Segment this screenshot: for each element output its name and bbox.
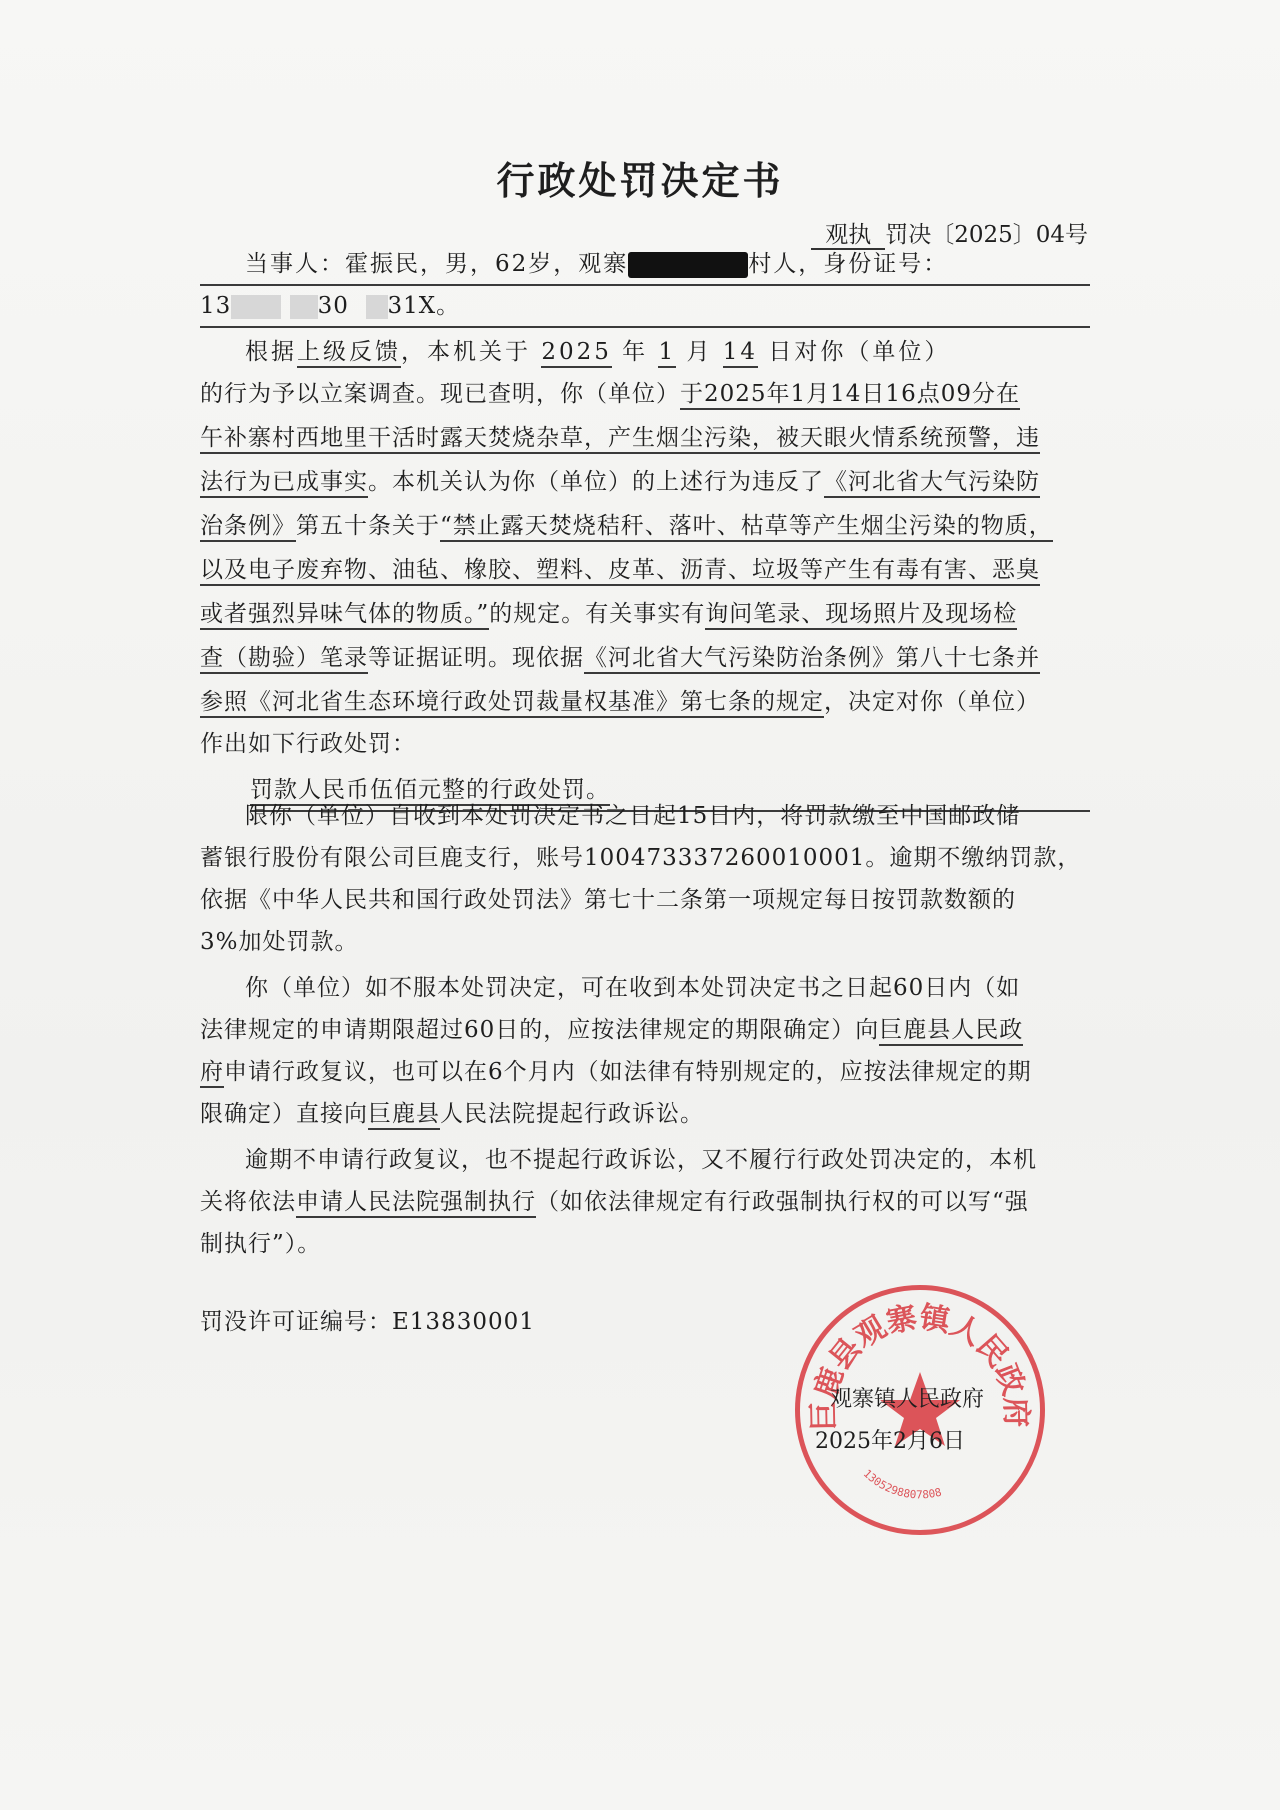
party-info: 霍振民，男，62岁，观寨 (345, 251, 629, 277)
para3-line3 (200, 1052, 1090, 1092)
para1-line1 (245, 332, 1090, 372)
signature-date: 2025年2月6日 (815, 1429, 965, 1454)
seal-code: 1305298807808 (860, 1467, 943, 1502)
text: 你（单位）如不服本处罚决定，可在收到本处罚决定书之日起60日内（如 (245, 975, 1021, 1001)
para3-line2 (200, 1010, 1090, 1050)
text: 逾期不申请行政复议，也不提起行政诉讼，又不履行行政处罚决定的，本机 (245, 1147, 1037, 1173)
review-authority: 巨鹿县人民政 (879, 1017, 1023, 1046)
id-number-line (200, 286, 1090, 326)
license-number: 罚没许可证编号：E13830001 (200, 1309, 535, 1335)
incident-description: 午补寨村西地里干活时露天焚烧杂草，产生烟尘污染，被天眼火情系统预警，违 (200, 425, 1040, 454)
fact-established: 法行为已成事实 (200, 469, 368, 498)
id-end: 31X。 (387, 293, 461, 319)
text: ，本机关于 (401, 339, 531, 365)
text: 申请行政复议，也可以在6个月内（如法律有特别规定的，应按法律规定的期 (224, 1059, 1032, 1085)
law-clause: “禁止露天焚烧秸秆、落叶、枯草等产生烟尘污染的物质， (440, 513, 1053, 542)
enforcement-method: 申请人民法院强制执行 (296, 1189, 536, 1218)
id-start: 13 (200, 293, 232, 319)
evidence: 查（勘验）笔录 (200, 645, 368, 674)
para1-line3 (200, 418, 1090, 458)
signature-org: 观寨镇人民政府 (830, 1387, 985, 1412)
law-basis: 《河北省大气污染防治条例》第八十七条并 (584, 645, 1040, 674)
party-label: 当事人： (245, 251, 345, 277)
text: 月 (686, 339, 713, 365)
text: 3%加处罚款。 (200, 929, 359, 955)
text: ，决定对你（单位） (824, 689, 1040, 715)
year: 2025 (541, 339, 612, 368)
para2-line4 (200, 922, 1090, 962)
text: 等证据证明。现依据 (368, 645, 584, 671)
redacted-id-2 (290, 295, 318, 319)
text: 限确定）直接向 (200, 1101, 368, 1127)
party-suffix: 村人，身份证号： (748, 251, 949, 277)
id-mid: 30 (317, 293, 349, 319)
text: 人民法院提起行政诉讼。 (440, 1101, 704, 1127)
para1-line4 (200, 462, 1090, 502)
para1-line6 (200, 550, 1090, 590)
law-clause: 或者强烈异味气体的物质。” (200, 601, 489, 630)
text: 第五十条关于 (296, 513, 440, 539)
law-name: 《河北省大气污染防 (824, 469, 1040, 498)
evidence: 询问笔录、现场照片及现场检 (705, 601, 1017, 630)
para1-line5 (200, 506, 1090, 546)
para3-line1 (245, 968, 1090, 1008)
text: 依据《中华人民共和国行政处罚法》第七十二条第一项规定每日按罚款数额的 (200, 887, 1016, 913)
law-name: 治条例》 (200, 513, 296, 542)
report-source: 上级反馈 (297, 339, 401, 368)
doc-number-prefix: 观执 (811, 222, 885, 250)
text: 法律规定的申请期限超过60日的，应按法律规定的期限确定）向 (200, 1017, 880, 1043)
para4-line2 (200, 1182, 1090, 1222)
para2-line1 (245, 796, 1090, 836)
incident-time: 于2025年1月14日16点09分在 (680, 381, 1020, 410)
penalty-text: 罚款人民币伍佰元整的行政处罚。 (250, 777, 610, 806)
para1-line2 (200, 374, 1090, 414)
law-clause: 以及电子废弃物、油毡、橡胶、塑料、皮革、沥青、垃圾等产生有毒有害、恶臭 (200, 557, 1040, 586)
text: 制执行”）。 (200, 1231, 322, 1257)
para1-line9 (200, 682, 1090, 722)
text: 的规定。有关事实有 (489, 601, 706, 627)
redacted-id-1 (231, 295, 281, 319)
para1-line7 (200, 594, 1090, 634)
court-county: 巨鹿县 (368, 1101, 440, 1130)
month: 1 (658, 339, 676, 368)
text: 根据 (245, 339, 297, 365)
para1-line8 (200, 638, 1090, 678)
text: 的行为予以立案调查。现已查明，你（单位） (200, 381, 680, 407)
para1-line10 (200, 724, 1090, 764)
redacted-id-3 (366, 295, 388, 319)
law-basis: 参照《河北省生态环境行政处罚裁量权基准》第七条的规定 (200, 689, 824, 718)
para4-line3 (200, 1224, 1090, 1264)
text: 蓄银行股份有限公司巨鹿支行，账号100473337260010001。逾期不缴纳罚款， (200, 845, 1082, 871)
seal-ring-text: 巨鹿县观寨镇人民政府 (806, 1300, 1034, 1432)
para2-line3 (200, 880, 1090, 920)
text: 日对你（单位） (768, 339, 951, 365)
text: （如依法律规定有行政强制执行权的可以写“强 (536, 1189, 1029, 1215)
review-authority: 府 (200, 1059, 224, 1088)
para3-line4 (200, 1094, 1090, 1134)
doc-number-middle: 罚决〔2025〕04号 (885, 222, 1088, 248)
text: 作出如下行政处罚： (200, 731, 416, 757)
para2-line2 (200, 838, 1090, 878)
text: 限你（单位）自收到本处罚决定书之日起15日内，将罚款缴至中国邮政储 (245, 803, 1021, 829)
para4-line1 (245, 1140, 1090, 1180)
redacted-village (628, 252, 748, 278)
day: 14 (723, 339, 758, 368)
text: 关将依法 (200, 1189, 296, 1215)
document-title: 行政处罚决定书 (496, 159, 784, 203)
text: 。本机关认为你（单位）的上述行为违反了 (368, 469, 824, 495)
underline-rule (200, 326, 1090, 328)
text: 年 (622, 339, 649, 365)
party-line (245, 244, 1090, 284)
